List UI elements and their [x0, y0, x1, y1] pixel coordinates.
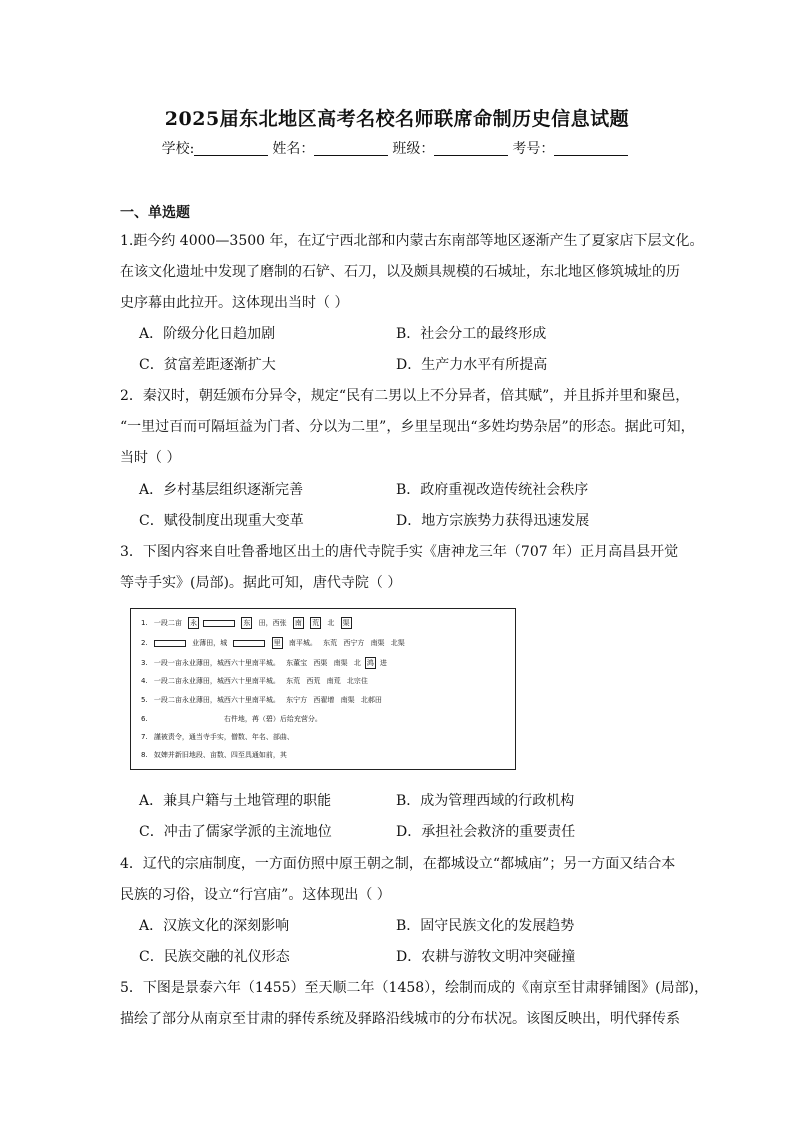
doc-boxed-char: 南 — [294, 619, 302, 627]
class-label: 班级： — [392, 141, 435, 157]
doc-text: 东荒 — [323, 639, 338, 647]
name-blank[interactable] — [314, 141, 388, 156]
q2-line-2: “一里过百而可隔垣益为门者、分以为二里”，乡里呈现出“多姓均势杂居”的形态。据此可知， — [120, 419, 695, 435]
doc-row-3 — [141, 657, 391, 669]
doc-boxed-char: 永 — [190, 619, 198, 627]
class-blank[interactable] — [434, 141, 508, 156]
doc-text: 南平城。 — [288, 639, 317, 647]
doc-text: 西翟增 — [313, 696, 335, 704]
doc-row-num: 6. — [141, 715, 148, 723]
q4-line-2: 民族的习俗，设立“行宫庙”。这体现出（ ） — [120, 887, 391, 903]
q2-line-3: 当时（ ） — [120, 450, 181, 466]
q4-option-d[interactable]: D．农耕与游牧文明冲突碰撞 — [396, 949, 576, 965]
doc-text: 一段一亩永业薄田，城西六十里南平城。 — [153, 659, 280, 667]
doc-row-num: 4. — [141, 677, 148, 685]
doc-row-num: 5. — [141, 696, 148, 704]
q2-option-c[interactable]: C．赋役制度出现重大变革 — [139, 513, 304, 529]
doc-text: 右件地，苒（碧）后给充营分。 — [223, 715, 322, 723]
school-label: 学校: — [161, 141, 195, 157]
doc-text: 一段二亩永业薄田，城西六十里南平城。 — [153, 696, 280, 704]
doc-text: 南渠 — [333, 659, 348, 667]
q3-option-b[interactable]: B．成为管理西域的行政机构 — [396, 793, 575, 809]
doc-text: 北郝田 — [360, 696, 382, 704]
q5-line-2: 描绘了部分从南京至甘肃的驿传系统及驿路沿线城市的分布状况。该图反映出，明代驿传系 — [120, 1011, 680, 1027]
doc-text: 东荒 — [286, 677, 301, 685]
q1-option-c[interactable]: C．贫富差距逐渐扩大 — [139, 357, 276, 373]
doc-boxed-char: 里 — [273, 639, 281, 647]
doc-row-num: 3. — [141, 659, 148, 667]
q3-option-c[interactable]: C．冲击了儒家学派的主流地位 — [139, 824, 332, 840]
q1-line-1: 1.距今约 4000—3500 年，在辽宁西北部和内蒙古东南部等地区逐渐产生了夏家店下层文化。 — [120, 233, 704, 249]
document-figure — [130, 608, 516, 770]
q4-option-a[interactable]: A．汉族文化的深刻影响 — [139, 918, 290, 934]
doc-text: 一段二亩 — [153, 619, 182, 627]
doc-text: 北渠 — [390, 639, 405, 647]
doc-text: 南渠 — [370, 639, 385, 647]
doc-text: 东董宝 — [286, 659, 308, 667]
q1-line-2: 在该文化遗址中发现了磨制的石铲、石刀，以及颇具规模的石城址，东北地区修筑城址的历 — [120, 264, 680, 280]
doc-boxed-char: 东 — [243, 619, 251, 627]
q1-option-a[interactable]: A．阶级分化日趋加剧 — [139, 326, 276, 342]
doc-boxed-char: 渠 — [342, 619, 350, 627]
doc-row-num: 7. — [141, 733, 148, 741]
exam-no-blank[interactable] — [554, 141, 628, 156]
doc-text: 西荒 — [306, 677, 321, 685]
doc-row-num: 1. — [141, 619, 148, 627]
doc-row-6 — [141, 714, 326, 724]
q1-option-d[interactable]: D．生产力水平有所提高 — [396, 357, 548, 373]
doc-text: 奴婢并新旧地段、亩数、四至具通如前，其 — [153, 751, 287, 759]
q4-option-b[interactable]: B．固守民族文化的发展趋势 — [396, 918, 575, 934]
doc-text: 西宁方 — [343, 639, 365, 647]
q3-option-a[interactable]: A．兼具户籍与土地管理的职能 — [139, 793, 332, 809]
doc-row-7 — [141, 732, 298, 742]
exam-no-label: 考号： — [512, 141, 555, 157]
doc-row-1 — [141, 617, 356, 629]
doc-text: 南渠 — [340, 696, 355, 704]
doc-text: 北 — [327, 619, 335, 627]
doc-row-2 — [141, 637, 409, 649]
doc-gap — [233, 640, 265, 647]
doc-row-5 — [141, 695, 386, 705]
doc-text: 北宗住 — [346, 677, 368, 685]
q3-option-d[interactable]: D．承担社会救济的重要责任 — [396, 824, 576, 840]
doc-row-num: 2. — [141, 639, 148, 647]
doc-text: 业薄田，城 — [192, 639, 228, 647]
q2-option-a[interactable]: A．乡村基层组织逐渐完善 — [139, 482, 304, 498]
section-heading: 一、单选题 — [120, 205, 190, 221]
q3-line-1: 3．下图内容来自吐鲁番地区出土的唐代寺院手实《唐神龙三年（707 年）正月高昌县开觉 — [120, 544, 679, 560]
q2-option-d[interactable]: D．地方宗族势力获得迅速发展 — [396, 513, 590, 529]
doc-text: 西渠 — [313, 659, 328, 667]
doc-text: 一段二亩永业薄田，城西六十里南平城。 — [153, 677, 280, 685]
q3-line-2: 等寺手实》(局部)。据此可知，唐代寺院（ ） — [120, 575, 402, 591]
doc-text: 东宁方 — [286, 696, 308, 704]
doc-boxed-char: 荒 — [312, 619, 320, 627]
doc-row-num: 8. — [141, 751, 148, 759]
doc-text: 北 — [353, 659, 361, 667]
doc-text: 田，西张 — [258, 619, 287, 627]
school-blank[interactable] — [194, 141, 268, 156]
q2-line-1: 2．秦汉时，朝廷颁布分异令，规定“民有二男以上不分异者，倍其赋”，并且拆并里和聚邑， — [120, 388, 690, 404]
name-label: 姓名： — [272, 141, 315, 157]
q4-option-c[interactable]: C．民族交融的礼仪形态 — [139, 949, 290, 965]
doc-text: 謹被责令，通当寺手实，僧数、年名、部曲、 — [153, 733, 294, 741]
q1-line-3: 史序幕由此拉开。这体现出当时（ ） — [120, 295, 349, 311]
q5-line-1: 5．下图是景泰六年（1455）至天顺二年（1458），绘制而成的《南京至甘肃驿铺图》(局部)， — [120, 980, 709, 996]
q1-option-b[interactable]: B．社会分工的最终形成 — [396, 326, 547, 342]
student-info-row — [0, 138, 794, 158]
doc-text: 南荒 — [326, 677, 341, 685]
q2-option-b[interactable]: B．政府重视改造传统社会秩序 — [396, 482, 589, 498]
exam-title: 2025届东北地区高考名校名师联席命制历史信息试题 — [164, 108, 630, 130]
doc-boxed-char: 鸿 — [366, 659, 374, 667]
doc-row-4 — [141, 676, 372, 686]
q4-line-1: 4．辽代的宗庙制度，一方面仿照中原王朝之制，在都城设立“都城庙”；另一方面又结合本 — [120, 856, 676, 872]
doc-text: 进 — [379, 659, 387, 667]
doc-row-8 — [141, 750, 291, 760]
doc-gap — [203, 620, 235, 627]
doc-gap — [154, 640, 186, 647]
